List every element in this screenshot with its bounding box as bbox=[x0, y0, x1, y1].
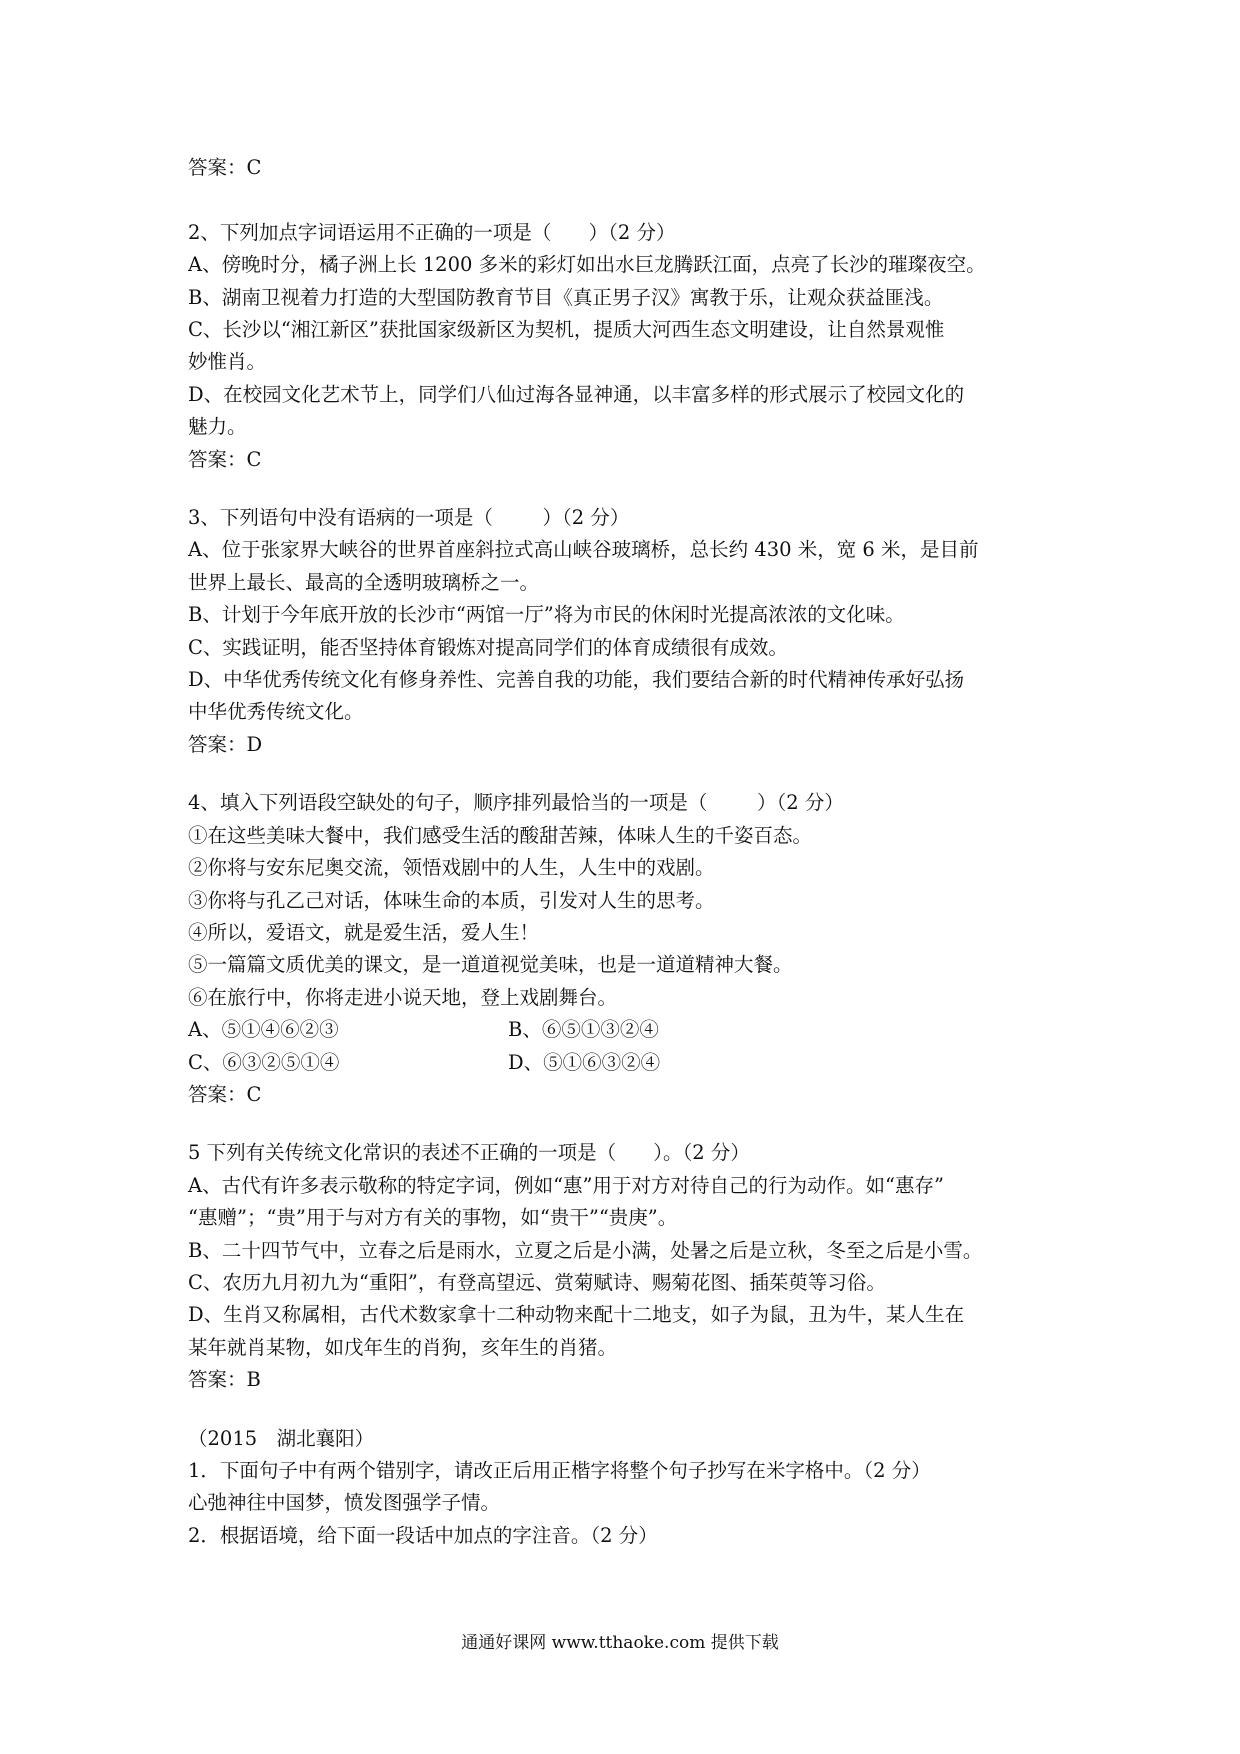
q5-answer: 答案：B bbox=[188, 1368, 261, 1392]
section-item-1: 1．下面句子中有两个错别字，请改正后用正楷字将整个句子抄写在米字格中。（2 分） bbox=[188, 1459, 931, 1483]
q4-sentence-2: ②你将与安东尼奥交流，领悟戏剧中的人生，人生中的戏剧。 bbox=[188, 856, 715, 880]
q3-option-b: B、计划于今年底开放的长沙市“两馆一厅”将为市民的休闲时光提高浓浓的文化味。 bbox=[188, 603, 905, 627]
q2-option-d-line2: 魅力。 bbox=[188, 415, 247, 439]
q2-answer: 答案：C bbox=[188, 447, 262, 471]
q4-option-c: C、⑥③②⑤①④ bbox=[188, 1050, 340, 1074]
q5-option-a-line1: A、古代有许多表示敬称的特定字词，例如“惠”用于对方对待自己的行为动作。如“惠存” bbox=[188, 1173, 944, 1197]
q3-option-a-line1: A、位于张家界大峡谷的世界首座斜拉式高山峡谷玻璃桥，总长约 430 米，宽 6 米，是目前 bbox=[188, 538, 979, 562]
section-item-1-text: 心弛神往中国梦，愤发图强学子情。 bbox=[188, 1491, 501, 1515]
footer-download-note: 通通好课网 www.tthaoke.com 提供下载 bbox=[461, 1633, 779, 1653]
q1-answer: 答案：C bbox=[188, 156, 262, 179]
question-content bbox=[188, 152, 1068, 1552]
q4-sentence-4: ④所以，爱语文，就是爱生活，爱人生！ bbox=[188, 920, 540, 944]
q4-stem: 4、填入下列语段空缺处的句子，顺序排列最恰当的一项是（ ）（2 分） bbox=[188, 791, 844, 815]
q4-options-row-1 bbox=[188, 1014, 1068, 1046]
q2-option-a: A、傍晚时分，橘子洲上长 1200 多米的彩灯如出水巨龙腾跃江面，点亮了长沙的璀璨夜空。 bbox=[188, 253, 986, 277]
q2-option-c-line2: 妙惟肖。 bbox=[188, 350, 267, 374]
q3-option-c: C、实践证明，能否坚持体育锻炼对提高同学们的体育成绩很有成效。 bbox=[188, 635, 788, 659]
q4-sentence-1: ①在这些美味大餐中，我们感受生活的酸甜苦辣，体味人生的千姿百态。 bbox=[188, 823, 813, 847]
q3-option-d-line2: 中华优秀传统文化。 bbox=[188, 700, 364, 724]
q4-option-a: A、⑤①④⑥②③ bbox=[188, 1018, 339, 1042]
q5-option-b: B、二十四节气中，立春之后是雨水，立夏之后是小满，处暑之后是立秋，冬至之后是小雪。 bbox=[188, 1238, 983, 1262]
q5-stem: 5 下列有关传统文化常识的表述不正确的一项是（ ）。（2 分） bbox=[188, 1141, 750, 1165]
q5-option-c: C、农历九月初九为“重阳”，有登高望远、赏菊赋诗、赐菊花图、插茱萸等习俗。 bbox=[188, 1270, 886, 1294]
q2-option-d-line1: D、在校园文化艺术节上，同学们八仙过海各显神通，以丰富多样的形式展示了校园文化的 bbox=[188, 382, 965, 406]
section-item-2: 2．根据语境，给下面一段话中加点的字注音。（2 分） bbox=[188, 1523, 658, 1547]
q3-option-d-line1: D、中华优秀传统文化有修身养性、完善自我的功能，我们要结合新的时代精神传承好弘扬 bbox=[188, 668, 965, 692]
q4-answer: 答案：C bbox=[188, 1082, 262, 1106]
q2-stem: 2、下列加点字词语运用不正确的一项是（ ）（2 分） bbox=[188, 220, 676, 244]
q2-option-b: B、湖南卫视着力打造的大型国防教育节目《真正男子汉》寓教于乐，让观众获益匪浅。 bbox=[188, 285, 944, 309]
q5-option-d-line2: 某年就肖某物，如戊年生的肖狗，亥年生的肖猪。 bbox=[188, 1335, 618, 1359]
q4-sentence-5: ⑤一篇篇文质优美的课文，是一道道视觉美味，也是一道道精神大餐。 bbox=[188, 953, 793, 977]
q3-stem: 3、下列语句中没有语病的一项是（ ）（2 分） bbox=[188, 506, 630, 530]
section-heading: （2015 湖北襄阳） bbox=[188, 1426, 375, 1450]
q4-option-d: D、⑤①⑥③②④ bbox=[508, 1050, 661, 1074]
q4-options-row-2 bbox=[188, 1047, 1068, 1079]
q4-option-b: B、⑥⑤①③②④ bbox=[508, 1018, 659, 1042]
q3-answer: 答案：D bbox=[188, 732, 263, 756]
q2-option-c-line1: C、长沙以“湘江新区”获批国家级新区为契机，提质大河西生态文明建设，让自然景观惟 bbox=[188, 318, 945, 342]
q4-sentence-3: ③你将与孔乙己对话，体味生命的本质，引发对人生的思考。 bbox=[188, 888, 715, 912]
q5-option-d-line1: D、生肖又称属相，古代术数家拿十二种动物来配十二地支，如子为鼠，丑为牛，某人生在 bbox=[188, 1303, 965, 1327]
q4-sentence-6: ⑥在旅行中，你将走进小说天地，登上戏剧舞台。 bbox=[188, 985, 618, 1009]
q5-option-a-line2: “惠赠”；“贵”用于与对方有关的事物，如“贵干”“贵庚”。 bbox=[188, 1206, 678, 1230]
q3-option-a-line2: 世界上最长、最高的全透明玻璃桥之一。 bbox=[188, 570, 540, 594]
